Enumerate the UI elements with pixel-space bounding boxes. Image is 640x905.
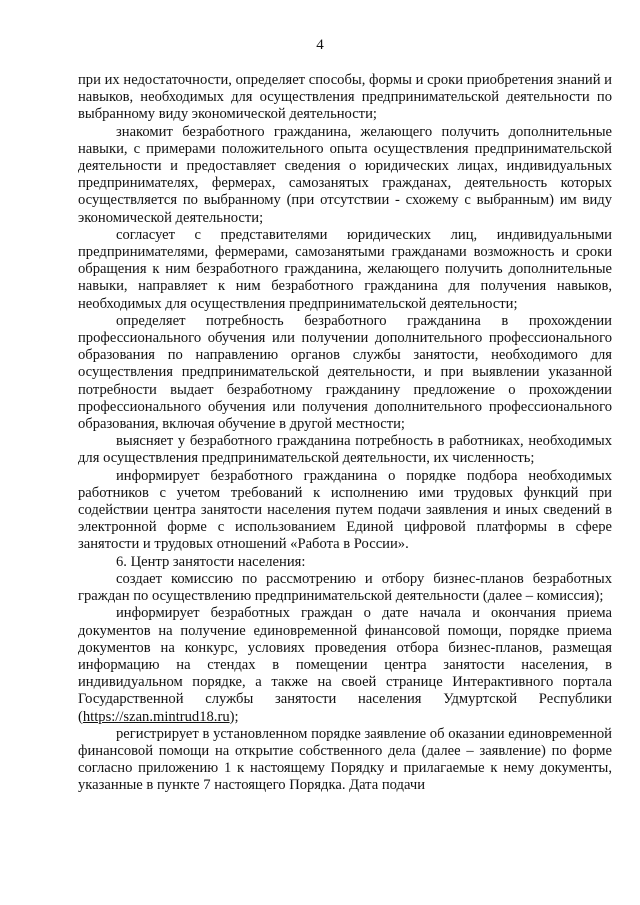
section-heading-employment-center: 6. Центр занятости населения: [116,553,306,570]
paragraph-informs-closing: ); [229,708,239,725]
paragraph-introduces-examples: знакомит безработного гражданина, желающего получить дополнительные навыки, с примерами положительного опыта осуществления предпринимательской деятельности и предоставляет сведения о юридических лицах, индивидуальных предпринимателях, фермерах, самозанятых гражданах, деятельность которых осуществляется по выбранному (при отсутствии - схожему с выбранным) им виду экономической деятельности; [78,123,612,226]
document-body [78,72,612,795]
page-number: 4 [316,37,324,53]
paragraph-creates-commission: создает комиссию по рассмотрению и отбору бизнес-планов безработных граждан по осуществлению предпринимательской деятельности (далее – комиссия); [78,570,612,605]
paragraph-coordinates-representatives: согласует с представителями юридических лиц, индивидуальными предпринимателями, фермерами, самозанятыми гражданами возможность и сроки обращения к ним безработного гражданина, желающего получить дополнительные навыки, направляет к ним безработного гражданина для получения навыков, необходимых для осуществления предпринимательской деятельности; [78,226,612,312]
paragraph-registers-application: регистрирует в установленном порядке заявление об оказании единовременной финансовой помощи на открытие собственного дела (далее – заявление) по форме согласно приложению 1 к настоящему Порядку и прилагаемые к нему документы, указанные в пункте 7 настоящего Порядка. Дата подачи [78,725,612,794]
paragraph-informs-text: информирует безработных граждан о дате начала и окончания приема документов на получение единовременной финансовой помощи, порядке приема документов на конкурс, условиях проведения отбора бизнес-планов, размещая информацию на стендах в помещении центра занятости населения, в индивидуальном порядке, а также на своей странице Интерактивного портала Государственной службы занятости населения Удмуртской Республики ( [78,605,612,725]
portal-link[interactable]: https://szan.mintrud18.ru [82,708,230,725]
paragraph-finds-out-workers-need: выясняет у безработного гражданина потребность в работниках, необходимых для осуществления предпринимательской деятельности, их численность; [78,433,612,467]
paragraph-determines-training-need: определяет потребность безработного гражданина в прохождении профессионального обучения или получении дополнительного профессионального образования по направлению органов службы занятости, необходимого для осуществления предпринимательской деятельности, и при выявлении указанной потребности выдает безработному гражданину предложение о прохождении профессионального обучения или получения дополнительного профессионального образования, включая обучение в другой местности; [78,312,612,433]
paragraph-informs-unemployed [78,605,612,725]
paragraph-knowledge-acquisition: при их недостаточности, определяет способы, формы и сроки приобретения знаний и навыков, необходимых для осуществления предпринимательской деятельности по выбранному виду экономической деятельности; [78,72,612,123]
paragraph-informs-worker-selection: информирует безработного гражданина о порядке подбора необходимых работников с учетом требований к исполнению ими трудовых функций при содействии центра занятости населения путем подачи заявления и иных сведений в электронной форме с использованием Единой цифровой платформы в сфере занятости и трудовых отношений «Работа в России». [78,467,612,553]
